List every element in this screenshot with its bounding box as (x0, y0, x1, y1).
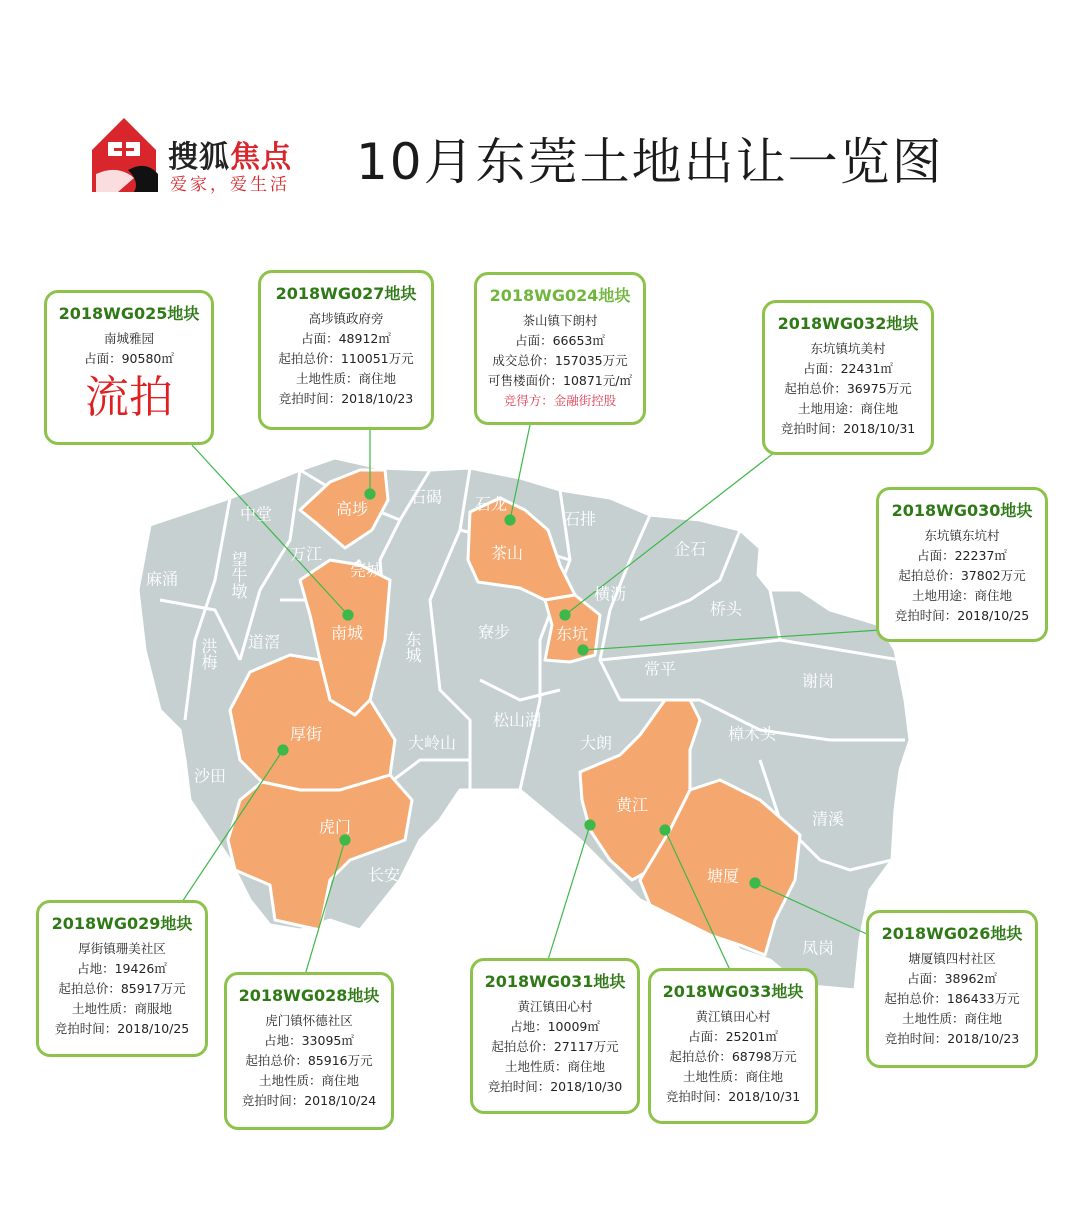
parcel-line: 土地性质：商住地 (258, 1073, 359, 1088)
town-label: 望牛墩 (229, 551, 248, 599)
town-label: 茶山 (490, 543, 524, 563)
parcel-line: 成交总价：157035万元 (492, 353, 628, 368)
parcel-code: 2018WG033地块 (662, 982, 804, 1001)
town-label: 道滘 (247, 632, 281, 652)
parcel-line: 占面：90580㎡ (84, 351, 174, 366)
town-label: 凤岗 (801, 938, 835, 958)
town-label: 大岭山 (407, 733, 457, 753)
town-label: 谢岗 (801, 671, 835, 691)
town-label: 洪梅 (199, 638, 218, 670)
parcel-line: 高埗镇政府旁 (308, 311, 384, 326)
parcel-line: 起拍总价：186433万元 (884, 991, 1020, 1006)
parcel-line: 占面：22237㎡ (917, 548, 1007, 563)
header (88, 112, 1008, 202)
parcel-line: 竞拍时间：2018/10/31 (665, 1089, 801, 1104)
parcel-code: 2018WG024地块 (489, 286, 631, 305)
brand-prefix: 搜狐 (168, 140, 230, 175)
parcel-card-wg030 (876, 487, 1048, 642)
parcel-line: 南城雅园 (103, 331, 154, 346)
parcel-line: 占面：25201㎡ (688, 1029, 778, 1044)
town-label: 中堂 (239, 504, 273, 524)
town-label: 万江 (289, 544, 323, 564)
town-label: 石碣 (409, 487, 443, 507)
parcel-line: 茶山镇下朗村 (522, 313, 598, 328)
parcel-line: 土地用途：商住地 (797, 401, 898, 416)
brand-slogan: 爱家，爱生活 (170, 175, 290, 195)
parcel-line: 竞拍时间：2018/10/25 (54, 1021, 190, 1036)
town-label: 长安 (367, 865, 401, 885)
brand-highlight: 焦点 (230, 140, 292, 175)
parcel-line: 起拍总价：27117万元 (491, 1039, 619, 1054)
parcel-status-unsold: 流拍 (85, 372, 173, 423)
parcel-line: 竞拍时间：2018/10/24 (241, 1093, 377, 1108)
town-label: 寮步 (477, 622, 511, 642)
parcel-line: 东坑镇东坑村 (924, 528, 1000, 543)
parcel-card-wg024 (474, 272, 646, 425)
town-label: 高埗 (335, 499, 369, 519)
parcel-code: 2018WG032地块 (777, 314, 919, 333)
parcel-code: 2018WG028地块 (238, 986, 380, 1005)
parcel-line: 虎门镇怀德社区 (265, 1013, 353, 1028)
parcel-line: 竞拍时间：2018/10/23 (278, 391, 414, 406)
town-label: 松山湖 (492, 710, 542, 730)
parcel-line: 占地：33095㎡ (264, 1033, 354, 1048)
town-label: 横沥 (593, 584, 627, 604)
parcel-line: 厚街镇珊美社区 (78, 941, 166, 956)
parcel-code: 2018WG026地块 (881, 924, 1023, 943)
town-label: 石排 (563, 509, 597, 529)
parcel-card-wg029 (36, 900, 208, 1057)
town-label: 企石 (673, 539, 707, 559)
parcel-line: 竞拍时间：2018/10/25 (894, 608, 1030, 623)
town-label: 莞城 (349, 560, 383, 580)
parcel-line: 土地性质：商住地 (901, 1011, 1002, 1026)
parcel-card-wg032 (762, 300, 934, 455)
parcel-card-wg025 (44, 290, 214, 445)
town-label: 清溪 (811, 809, 845, 829)
town-label: 樟木头 (727, 724, 777, 744)
parcel-line: 占面：22431㎡ (803, 361, 893, 376)
town-label: 塘厦 (706, 866, 740, 886)
town-label: 桥头 (709, 599, 743, 619)
parcel-line: 占地：19426㎡ (77, 961, 167, 976)
town-label: 黄江 (615, 795, 649, 815)
parcel-line: 占地：10009㎡ (510, 1019, 600, 1034)
parcel-line: 起拍总价：85916万元 (245, 1053, 373, 1068)
town-label: 东坑 (555, 624, 589, 644)
parcel-line: 起拍总价：85917万元 (58, 981, 186, 996)
parcel-line: 起拍总价：36975万元 (784, 381, 912, 396)
parcel-code: 2018WG029地块 (51, 914, 193, 933)
parcel-line: 黄江镇田心村 (517, 999, 593, 1014)
parcel-line: 竞拍时间：2018/10/31 (780, 421, 916, 436)
page-title: 10月东莞土地出让一览图 (356, 133, 944, 191)
parcel-line: 可售楼面价：10871元/㎡ (488, 373, 632, 388)
parcel-line: 起拍总价：110051万元 (278, 351, 414, 366)
parcel-line: 竞拍时间：2018/10/30 (487, 1079, 623, 1094)
sohu-focus-house-logo-icon (88, 112, 160, 196)
parcel-card-wg027 (258, 270, 434, 430)
parcel-card-wg031 (470, 958, 640, 1114)
town-label: 南城 (330, 623, 364, 643)
town-label: 麻涌 (145, 569, 179, 589)
parcel-code: 2018WG030地块 (891, 501, 1033, 520)
town-label: 石龙 (474, 494, 508, 514)
parcel-line: 东坑镇坑美村 (810, 341, 886, 356)
parcel-line: 土地性质：商住地 (504, 1059, 605, 1074)
parcel-code: 2018WG031地块 (484, 972, 626, 991)
parcel-code: 2018WG027地块 (275, 284, 417, 303)
parcel-line: 占面：38962㎡ (907, 971, 997, 986)
town-label: 虎门 (318, 817, 352, 837)
parcel-line: 占面：66653㎡ (515, 333, 605, 348)
town-label: 常平 (643, 659, 677, 679)
parcel-card-wg026 (866, 910, 1038, 1068)
parcel-line: 起拍总价：68798万元 (669, 1049, 797, 1064)
parcel-line: 土地性质：商住地 (295, 371, 396, 386)
parcel-line: 土地用途：商住地 (911, 588, 1012, 603)
parcel-line: 占面：48912㎡ (301, 331, 391, 346)
parcel-line: 起拍总价：37802万元 (898, 568, 1026, 583)
parcel-card-wg033 (648, 968, 818, 1124)
town-label: 厚街 (289, 724, 323, 744)
parcel-line: 土地性质：商住地 (682, 1069, 783, 1084)
town-label: 大朗 (579, 733, 613, 753)
parcel-line: 黄江镇田心村 (695, 1009, 771, 1024)
parcel-line: 竞拍时间：2018/10/23 (884, 1031, 1020, 1046)
parcel-winner: 竞得方：金融街控股 (503, 393, 617, 408)
town-label: 沙田 (193, 766, 227, 786)
parcel-card-wg028 (224, 972, 394, 1130)
parcel-line: 塘厦镇四村社区 (908, 951, 996, 966)
parcel-code: 2018WG025地块 (58, 304, 200, 323)
town-label: 东城 (403, 631, 422, 663)
parcel-line: 土地性质：商服地 (71, 1001, 172, 1016)
